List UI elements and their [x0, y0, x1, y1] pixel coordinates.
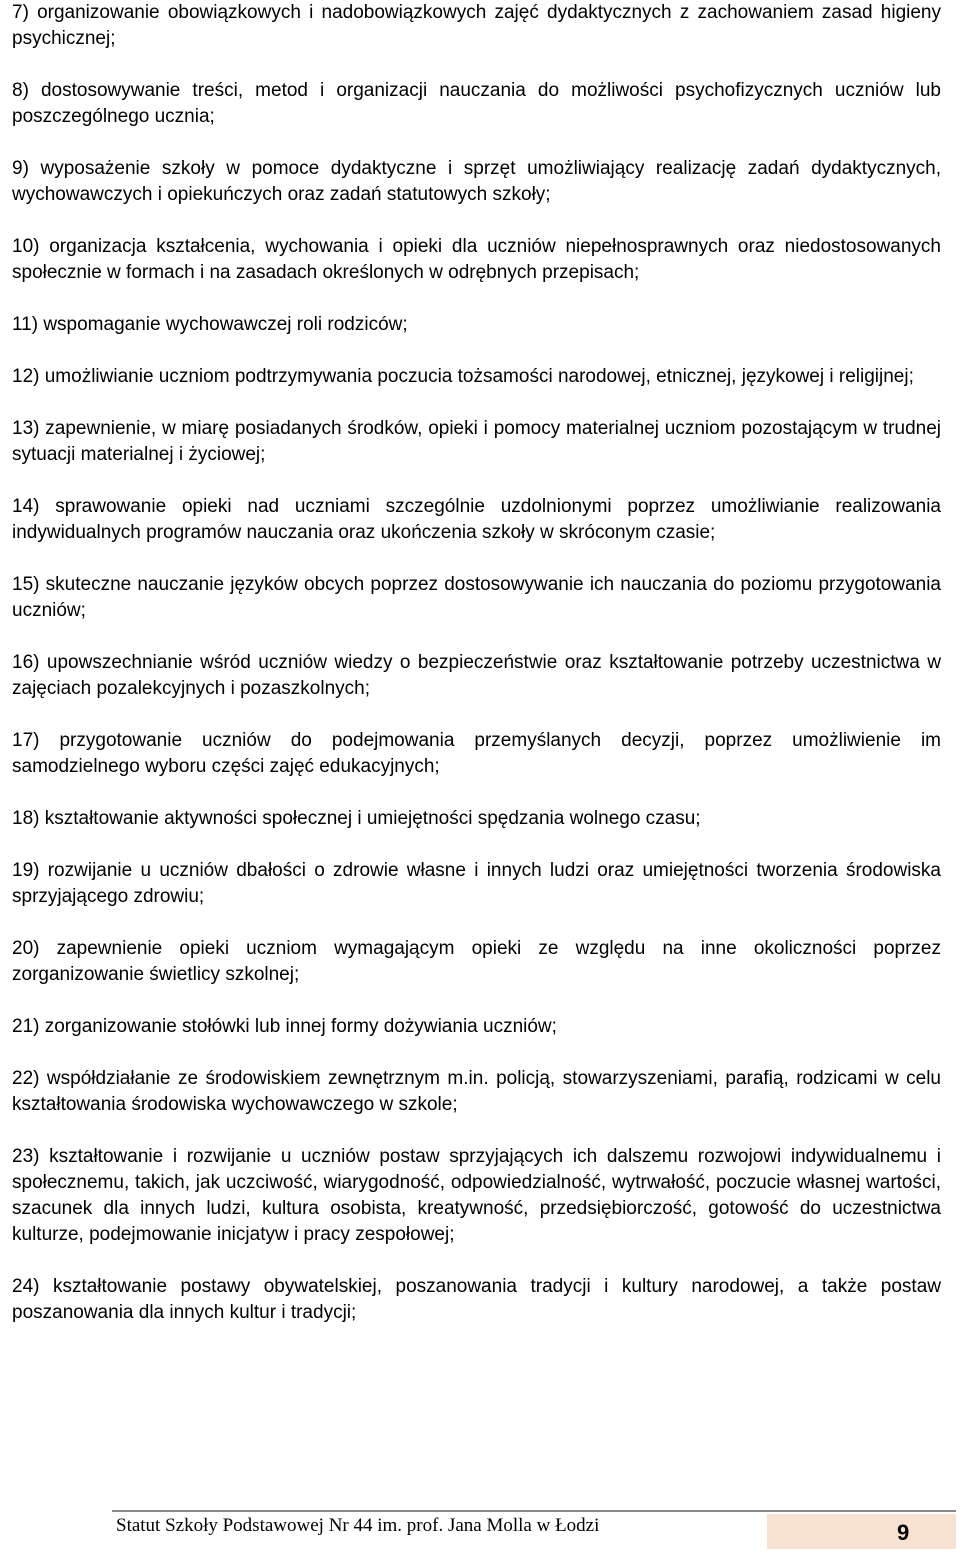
- list-item-9: 9) wyposażenie szkoły w pomoce dydaktyczne i sprzęt umożliwiający realizację zadań dydaktycznych, wychowawczych i opiekuńczych oraz zadań statutowych szkoły;: [12, 158, 941, 205]
- list-item-23: 23) kształtowanie i rozwijanie u uczniów postaw sprzyjających ich dalszemu rozwojowi indywidualnemu i społecznemu, takich, jak uczciwość, wiarygodność, odpowiedzialność, wytrwałość, poczucie własnej wartości, szacunek dla innych ludzi, kultura osobista, kreatywność, przedsiębiorczość, gotowość do uczestnictwa kulturze, podejmowanie inicjatyw i pracy zespołowej;: [12, 1146, 941, 1245]
- list-item-12: 12) umożliwianie uczniom podtrzymywania poczucia tożsamości narodowej, etnicznej, językowej i religijnej;: [12, 366, 914, 387]
- list-item-16: 16) upowszechnianie wśród uczniów wiedzy o bezpieczeństwie oraz kształtowanie potrzeby uczestnictwa w zajęciach pozalekcyjnych i pozaszkolnych;: [12, 652, 941, 699]
- list-item-19: 19) rozwijanie u uczniów dbałości o zdrowie własne i innych ludzi oraz umiejętności tworzenia środowiska sprzyjającego zdrowiu;: [12, 860, 941, 907]
- page-number: 9: [897, 1520, 910, 1545]
- list-item-11: 11) wspomaganie wychowawczej roli rodziców;: [12, 314, 408, 335]
- list-item-22: 22) współdziałanie ze środowiskiem zewnętrznym m.in. policją, stowarzyszeniami, parafią, rodzicami w celu kształtowania środowiska wychowawczego w szkole;: [12, 1068, 941, 1115]
- list-item-21: 21) zorganizowanie stołówki lub innej formy dożywiania uczniów;: [12, 1016, 557, 1037]
- list-item-7: 7) organizowanie obowiązkowych i nadobowiązkowych zajęć dydaktycznych z zachowaniem zasad higieny psychicznej;: [12, 2, 941, 49]
- page-number-background: [767, 1514, 956, 1549]
- footer-divider: [112, 1510, 956, 1512]
- list-item-14: 14) sprawowanie opieki nad uczniami szczególnie uzdolnionymi poprzez umożliwianie realizowania indywidualnych programów nauczania oraz ukończenia szkoły w skróconym czasie;: [12, 496, 941, 543]
- list-item-13: 13) zapewnienie, w miarę posiadanych środków, opieki i pomocy materialnej uczniom pozostającym w trudnej sytuacji materialnej i życiowej;: [12, 418, 941, 465]
- list-item-10: 10) organizacja kształcenia, wychowania i opieki dla uczniów niepełnosprawnych oraz niedostosowanych społecznie w formach i na zasadach określonych w odrębnych przepisach;: [12, 236, 941, 283]
- list-item-8: 8) dostosowywanie treści, metod i organizacji nauczania do możliwości psychofizycznych uczniów lub poszczególnego ucznia;: [12, 80, 941, 127]
- document-body: [12, 0, 941, 1352]
- list-item-24: 24) kształtowanie postawy obywatelskiej, poszanowania tradycji i kultury narodowej, a także postaw poszanowania dla innych kultur i tradycji;: [12, 1276, 941, 1323]
- list-item-18: 18) kształtowanie aktywności społecznej i umiejętności spędzania wolnego czasu;: [12, 808, 701, 829]
- list-item-15: 15) skuteczne nauczanie języków obcych poprzez dostosowywanie ich nauczania do poziomu przygotowania uczniów;: [12, 574, 941, 621]
- footer-title: Statut Szkoły Podstawowej Nr 44 im. prof. Jana Molla w Łodzi: [116, 1515, 600, 1536]
- list-item-20: 20) zapewnienie opieki uczniom wymagającym opieki ze względu na inne okoliczności poprzez zorganizowanie świetlicy szkolnej;: [12, 938, 941, 985]
- list-item-17: 17) przygotowanie uczniów do podejmowania przemyślanych decyzji, poprzez umożliwienie im samodzielnego wyboru części zajęć edukacyjnych;: [12, 730, 941, 777]
